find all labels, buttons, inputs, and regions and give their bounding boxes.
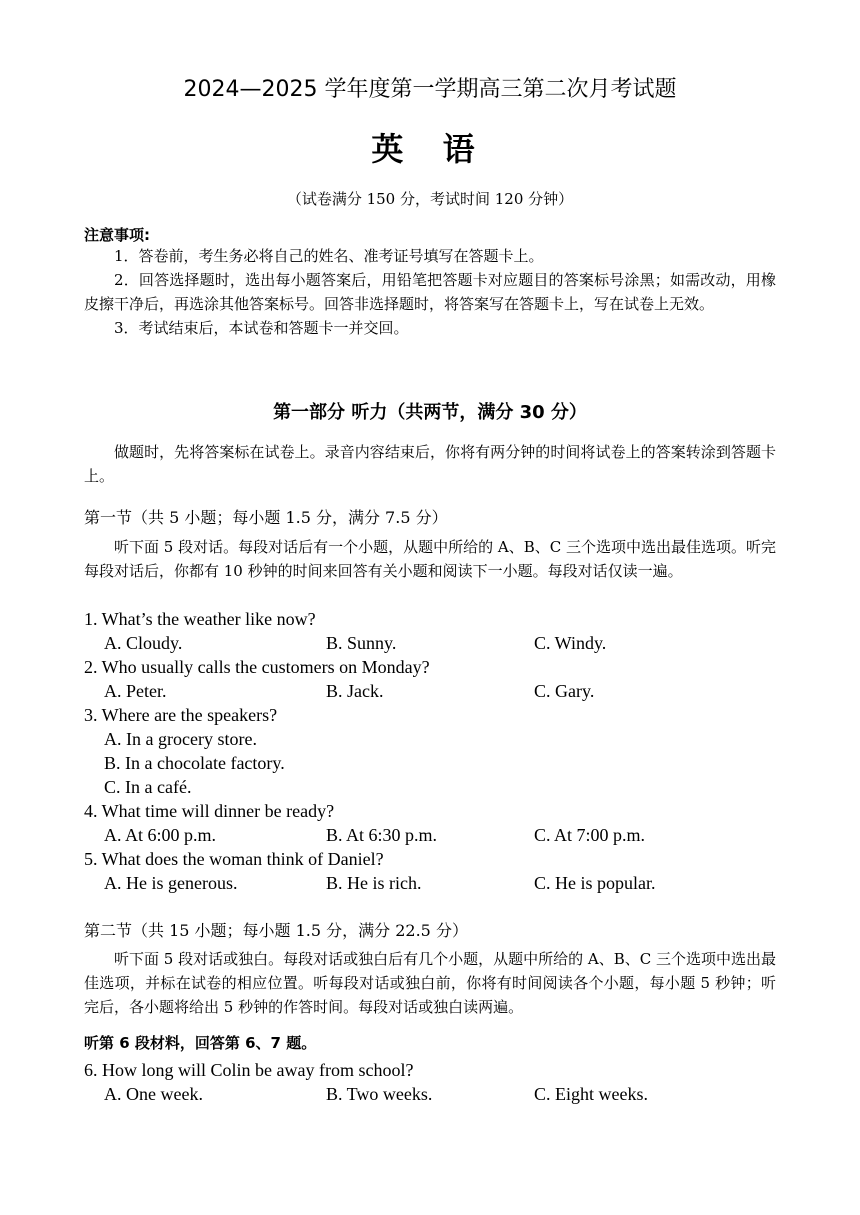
exam-title: 2024—2025 学年度第一学期高三第二次月考试题 (183, 77, 677, 102)
option-a: A. He is generous. (104, 873, 238, 893)
option-b: B. He is rich. (326, 873, 422, 893)
option-c: C. At 7:00 p.m. (534, 825, 646, 845)
question-stem: 2. Who usually calls the customers on Monday? (84, 657, 430, 677)
note-item: 3．考试结束后，本试卷和答题卡一并交回。 (114, 319, 409, 337)
subject-title: 英 语 (371, 130, 489, 168)
option-a: A. At 6:00 p.m. (104, 825, 217, 845)
option-a: A. In a grocery store. (104, 729, 257, 749)
question-stem: 6. How long will Colin be away from school? (84, 1060, 414, 1080)
option-c: C. Windy. (534, 633, 607, 653)
option-row (84, 775, 776, 799)
section-2-intro-text: 听下面 5 段对话或独白。每段对话或独白后有几个小题，从题中所给的 A、B、C 三个选项中选出最佳选项，并标在试卷的相应位置。听每段对话或独白前，你将有时间阅读各个小题，每小题 5 秒钟；听完后，各小题将给出 5 秒钟的作答时间。每段对话或独白读两遍。 (84, 950, 776, 1016)
part-title: 第一部分 听力（共两节，满分 30 分） (273, 402, 587, 423)
notes-list (84, 244, 776, 340)
option-b: B. Two weeks. (326, 1084, 433, 1104)
part-intro (84, 440, 776, 488)
section-1-questions (84, 607, 776, 895)
question-stem: 1. What’s the weather like now? (84, 609, 316, 629)
question-stem: 3. Where are the speakers? (84, 705, 278, 725)
option-c: C. Eight weeks. (534, 1084, 648, 1104)
option-b: B. Sunny. (326, 633, 397, 653)
note-item: 1．答卷前，考生务必将自己的姓名、准考证号填写在答题卡上。 (114, 247, 544, 265)
option-row (84, 751, 776, 775)
option-row (84, 1082, 776, 1106)
note-item: 2．回答选择题时，选出每小题答案后，用铅笔把答题卡对应题目的答案标号涂黑；如需改动，用橡皮擦干净后，再选涂其他答案标号。回答非选择题时，将答案写在答题卡上，写在试卷上无效。 (84, 271, 776, 313)
question-stem: 5. What does the woman think of Daniel? (84, 849, 384, 869)
option-row (84, 871, 776, 895)
section-2-questions (84, 1058, 776, 1106)
option-a: A. Peter. (104, 681, 167, 701)
notes-heading: 注意事项: (84, 226, 150, 244)
option-row (84, 679, 776, 703)
question-stem: 4. What time will dinner be ready? (84, 801, 335, 821)
option-row (84, 727, 776, 751)
option-a: A. Cloudy. (104, 633, 183, 653)
section-2-intro (84, 947, 776, 1019)
option-row (84, 823, 776, 847)
section-1-intro (84, 535, 776, 583)
option-row (84, 631, 776, 655)
option-a: A. One week. (104, 1084, 203, 1104)
option-c: C. In a café. (104, 777, 192, 797)
section-1-intro-text: 听下面 5 段对话。每段对话后有一个小题，从题中所给的 A、B、C 三个选项中选出最佳选项。听完每段对话后，你都有 10 秒钟的时间来回答有关小题和阅读下一小题。每段对话仅读一遍。 (84, 538, 776, 580)
section-1-title: 第一节（共 5 小题；每小题 1.5 分，满分 7.5 分） (84, 508, 448, 527)
option-b: B. At 6:30 p.m. (326, 825, 438, 845)
material-heading: 听第 6 段材料，回答第 6、7 题。 (84, 1034, 317, 1052)
option-c: C. He is popular. (534, 873, 656, 893)
option-b: B. In a chocolate factory. (104, 753, 285, 773)
option-c: C. Gary. (534, 681, 595, 701)
section-2-title: 第二节（共 15 小题；每小题 1.5 分，满分 22.5 分） (84, 921, 468, 940)
option-b: B. Jack. (326, 681, 384, 701)
exam-info: （试卷满分 150 分，考试时间 120 分钟） (286, 190, 574, 208)
part-intro-text: 做题时，先将答案标在试卷上。录音内容结束后，你将有两分钟的时间将试卷上的答案转涂到答题卡上。 (84, 443, 776, 485)
